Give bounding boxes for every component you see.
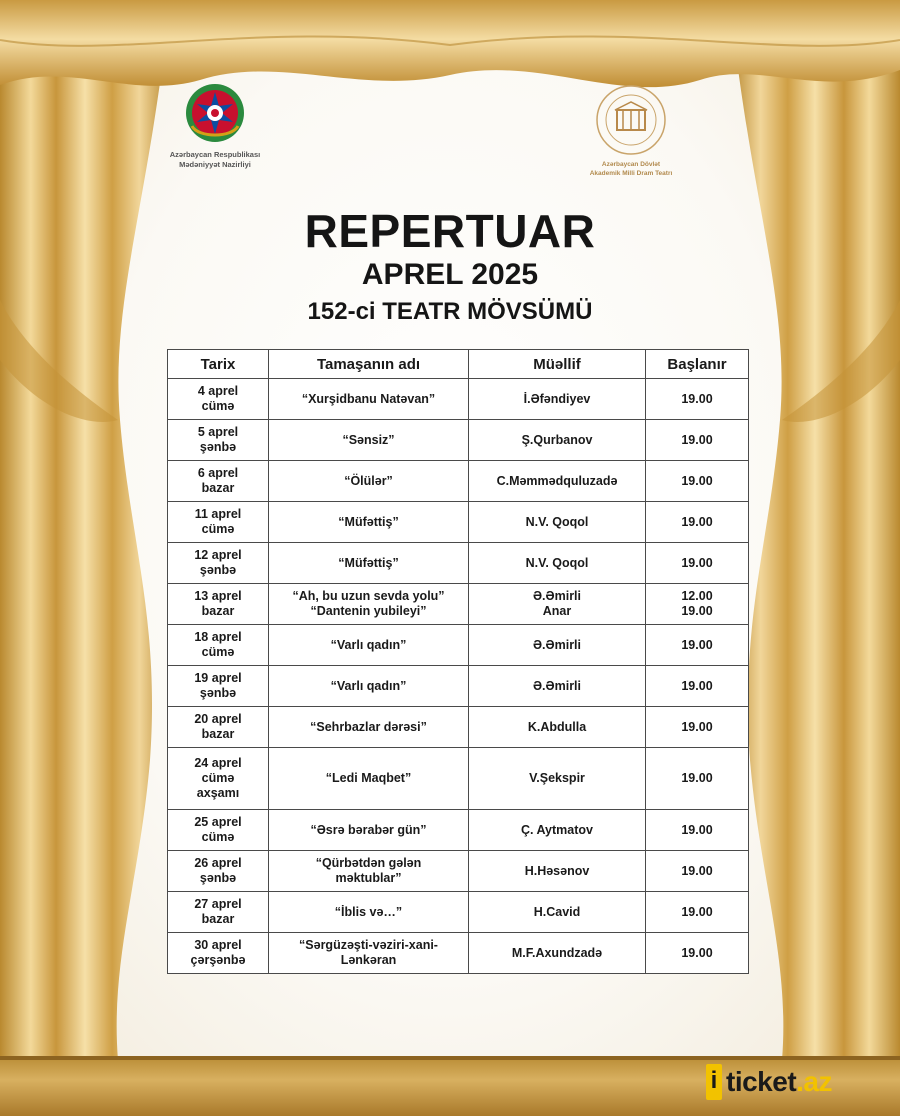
cell-start-time-line: 19.00 — [681, 904, 713, 919]
cell-start-time-line: 19.00 — [681, 637, 713, 652]
cell-author-line: H.Həsənov — [524, 863, 590, 878]
cell-date-line: axşamı — [196, 786, 240, 800]
cell-play-title-line: “Ölülər” — [344, 473, 393, 488]
cell-date-line: 24 aprel — [194, 756, 242, 770]
cell-play-title-line: “Müfəttiş” — [338, 555, 399, 570]
cell-play-title — [269, 461, 469, 502]
cell-date-line: cümə — [201, 522, 235, 536]
cell-author-line: N.V. Qoqol — [525, 514, 589, 529]
cell-date — [168, 584, 269, 625]
cell-play-title-line: “Sənsiz” — [342, 432, 395, 447]
cell-start-time-line: 19.00 — [681, 391, 713, 406]
season-heading: 152-ci TEATR MÖVSÜMÜ — [307, 298, 593, 325]
cell-date-line: 6 aprel — [197, 466, 239, 480]
cell-play-title-line: “Əsrə bərabər gün” — [310, 822, 427, 837]
repertoire-table — [167, 349, 749, 974]
cell-play-title — [269, 666, 469, 707]
cell-date-line: bazar — [201, 912, 235, 926]
cell-date-line: çərşənbə — [190, 953, 246, 967]
cell-author-line: Ə.Əmirli — [532, 678, 582, 693]
cell-date-line: 18 aprel — [194, 630, 242, 644]
cell-author — [469, 584, 646, 625]
cell-start-time-line: 19.00 — [681, 555, 713, 570]
cell-author-line: V.Şekspir — [529, 771, 585, 785]
ministry-logo — [150, 82, 280, 170]
cell-date-line: şənbə — [199, 686, 237, 700]
cell-start-time-line: 19.00 — [681, 863, 713, 878]
cell-author-line: Ş.Qurbanov — [521, 432, 593, 447]
cell-play-title-line: “Varlı qadın” — [330, 637, 407, 652]
table-row — [168, 502, 749, 543]
cell-date — [168, 933, 269, 974]
cell-date-line: 12 aprel — [194, 548, 242, 562]
table-header-row — [168, 350, 749, 379]
cell-start-time — [646, 502, 749, 543]
cell-start-time-line: 12.00 — [681, 589, 713, 603]
cell-start-time-line: 19.00 — [681, 432, 713, 447]
cell-author-line: İ.Əfəndiyev — [523, 391, 591, 406]
cell-author — [469, 933, 646, 974]
cell-start-time-line: 19.00 — [681, 473, 713, 488]
cell-date-line: cümə — [201, 771, 235, 785]
cell-play-title — [269, 748, 469, 810]
cell-author — [469, 892, 646, 933]
cell-author — [469, 420, 646, 461]
cell-play-title — [269, 892, 469, 933]
cell-start-time — [646, 625, 749, 666]
cell-start-time — [646, 748, 749, 810]
cell-date — [168, 420, 269, 461]
table-row — [168, 625, 749, 666]
cell-play-title — [269, 420, 469, 461]
table-row — [168, 810, 749, 851]
header-date: Tarix — [168, 350, 269, 379]
cell-play-title — [269, 933, 469, 974]
cell-play-title-line: “Müfəttiş” — [338, 514, 399, 529]
cell-start-time-line: 19.00 — [681, 719, 713, 734]
cell-author — [469, 543, 646, 584]
cell-date — [168, 748, 269, 810]
curtain-valance — [0, 0, 900, 120]
cell-play-title — [269, 379, 469, 420]
cell-date — [168, 892, 269, 933]
cell-date-line: 19 aprel — [194, 671, 242, 685]
cell-play-title — [269, 584, 469, 625]
cell-play-title-line: “Xurşidbanu Natəvan” — [301, 391, 436, 406]
cell-play-title — [269, 851, 469, 892]
cell-start-time — [646, 420, 749, 461]
table-body — [168, 379, 749, 974]
table-row — [168, 892, 749, 933]
cell-author — [469, 502, 646, 543]
cell-date-line: 30 aprel — [194, 938, 242, 952]
cell-author — [469, 851, 646, 892]
table-row — [168, 748, 749, 810]
cell-play-title-line: “Qürbətdən gələn — [315, 856, 422, 870]
cell-play-title-line: “İblis və…” — [334, 904, 403, 919]
cell-date-line: şənbə — [199, 440, 237, 454]
cell-start-time — [646, 584, 749, 625]
cell-date-line: 26 aprel — [194, 856, 242, 870]
table-row — [168, 933, 749, 974]
cell-start-time-line: 19.00 — [681, 771, 713, 785]
cell-author — [469, 810, 646, 851]
cell-play-title-line: “Ah, bu uzun sevda yolu” — [292, 589, 445, 603]
cell-start-time-line: 19.00 — [681, 514, 713, 529]
table-row — [168, 666, 749, 707]
month-heading: APREL 2025 — [361, 258, 539, 291]
theatre-logo — [572, 82, 690, 178]
table-row — [168, 543, 749, 584]
theatre-caption-line-1: Azərbaycan Dövlət — [601, 161, 661, 168]
cell-play-title-line: “Ledi Maqbet” — [325, 771, 412, 785]
cell-date — [168, 461, 269, 502]
cell-date-line: cümə — [201, 399, 235, 413]
cell-start-time — [646, 851, 749, 892]
stage-floor-edge — [0, 1056, 900, 1060]
cell-date-line: 20 aprel — [194, 712, 242, 726]
cell-author-line: K.Abdulla — [527, 719, 587, 734]
table-row — [168, 584, 749, 625]
iticket-i-logo: i — [706, 1064, 722, 1100]
cell-date-line: cümə — [201, 645, 235, 659]
iticket-wordmark — [726, 1064, 832, 1100]
cell-date-line: bazar — [201, 604, 235, 618]
table-row — [168, 851, 749, 892]
cell-play-title — [269, 810, 469, 851]
cell-author — [469, 748, 646, 810]
cell-play-title — [269, 502, 469, 543]
theatre-caption-line-2: Akademik Milli Dram Teatrı — [589, 170, 673, 177]
cell-start-time — [646, 933, 749, 974]
cell-author-line: M.F.Axundzadə — [511, 945, 603, 960]
cell-start-time — [646, 666, 749, 707]
cell-author-line: Ə.Əmirli — [532, 637, 582, 652]
cell-date — [168, 666, 269, 707]
iticket-name: ticket — [726, 1066, 797, 1097]
cell-play-title — [269, 543, 469, 584]
cell-date-line: 25 aprel — [194, 815, 242, 829]
cell-play-title-line: “Sərgüzəşti-vəziri-xani- — [299, 938, 438, 952]
cell-start-time — [646, 810, 749, 851]
cell-date-line: 27 aprel — [194, 897, 242, 911]
header-author: Müəllif — [469, 350, 646, 379]
cell-play-title-line: “Varlı qadın” — [330, 678, 407, 693]
cell-start-time-line: 19.00 — [681, 945, 713, 960]
cell-date — [168, 379, 269, 420]
ministry-caption-line-2: Mədəniyyət Nazirliyi — [179, 160, 251, 169]
ministry-caption-line-1: Azərbaycan Respublikası — [169, 150, 261, 159]
iticket-watermark — [706, 1064, 886, 1100]
cell-date — [168, 707, 269, 748]
azerbaijan-emblem-icon — [184, 82, 246, 144]
cell-date — [168, 502, 269, 543]
cell-date-line: cümə — [201, 830, 235, 844]
cell-start-time — [646, 543, 749, 584]
cell-play-title — [269, 707, 469, 748]
cell-date-line: 11 aprel — [194, 507, 242, 521]
cell-start-time-line: 19.00 — [681, 822, 713, 837]
cell-author — [469, 461, 646, 502]
cell-author-line: Ç. Aytmatov — [520, 822, 593, 837]
cell-start-time — [646, 461, 749, 502]
cell-author — [469, 707, 646, 748]
cell-start-time-line: 19.00 — [681, 678, 713, 693]
cell-date-line: 13 aprel — [194, 589, 242, 603]
cell-date — [168, 625, 269, 666]
table-row — [168, 707, 749, 748]
cell-date-line: şənbə — [199, 871, 237, 885]
table-row — [168, 420, 749, 461]
left-curtain — [0, 0, 170, 1060]
iticket-tld: .az — [796, 1066, 833, 1097]
cell-author — [469, 666, 646, 707]
cell-author — [469, 625, 646, 666]
cell-date — [168, 810, 269, 851]
header-start-time: Başlanır — [646, 350, 749, 379]
cell-author-line: Ə.Əmirli — [532, 589, 582, 603]
cell-date-line: bazar — [201, 481, 235, 495]
cell-author-line: N.V. Qoqol — [525, 555, 589, 570]
cell-author-line: Anar — [542, 604, 572, 618]
table-row — [168, 379, 749, 420]
cell-author — [469, 379, 646, 420]
table-row — [168, 461, 749, 502]
cell-play-title-line: “Dantenin yubileyi” — [310, 604, 427, 618]
cell-start-time — [646, 379, 749, 420]
page-title: REPERTUAR — [304, 205, 596, 257]
cell-play-title-line: məktublar” — [335, 871, 402, 885]
theatre-seal-icon — [593, 82, 669, 158]
cell-author-line: C.Məmmədquluzadə — [496, 473, 618, 488]
header-play: Tamaşanın adı — [269, 350, 469, 379]
cell-date-line: 4 aprel — [197, 384, 239, 398]
cell-play-title-line: Lənkəran — [340, 953, 397, 967]
cell-date — [168, 543, 269, 584]
right-curtain — [730, 0, 900, 1060]
cell-play-title-line: “Sehrbazlar dərəsi” — [310, 719, 427, 734]
cell-author-line: H.Cavid — [533, 904, 581, 919]
cell-start-time — [646, 707, 749, 748]
cell-start-time — [646, 892, 749, 933]
cell-date-line: şənbə — [199, 563, 237, 577]
cell-date-line: bazar — [201, 727, 235, 741]
cell-start-time-line: 19.00 — [681, 604, 713, 618]
cell-date-line: 5 aprel — [197, 425, 239, 439]
cell-date — [168, 851, 269, 892]
cell-play-title — [269, 625, 469, 666]
